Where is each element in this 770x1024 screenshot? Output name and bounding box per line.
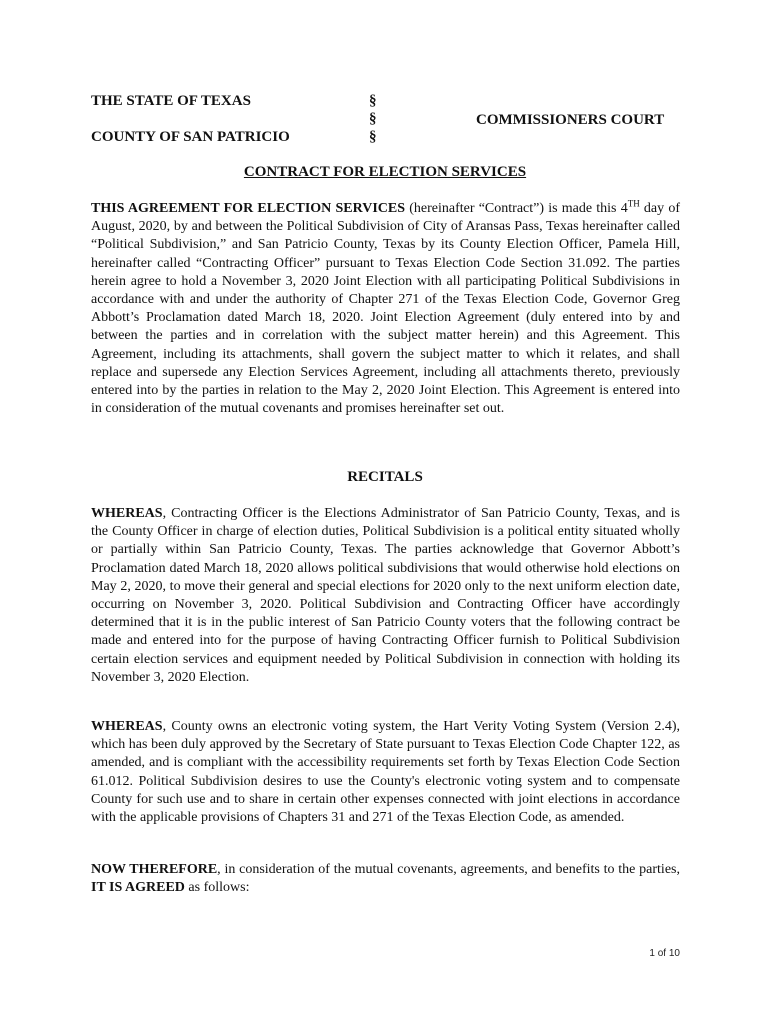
section-mark: § — [369, 93, 377, 109]
recitals-heading: RECITALS — [347, 469, 423, 485]
whereas-paragraph-1 — [91, 505, 680, 687]
document-title: CONTRACT FOR ELECTION SERVICES — [243, 164, 527, 180]
whereas-paragraph-2 — [91, 718, 680, 827]
intro-text-b: day of August, 2020, by and between the Political Subdivision of City of Aransas Pass, Texas hereinafter called “Political Subdivision,” and San Patricio County, Texas by its County Election Officer, Pamela Hill, hereinafter called “Contracting Officer” pursuant to Texas Election Code Section 31.092. The parties herein agree to hold a November 3, 2020 Joint Election with all participating Political Subdivisions in accordance with and under the authority of Chapter 271 of the Texas Election Code, Governor Greg Abbott’s Proclamation dated March 18, 2020. Joint Election Agreement (duly entered into by and between the parties and in correlation with the subject matter herein) and this Agreement. This Agreement, including its attachments, shall govern the subject matter to which it relates, and shall replace and supersede any Election Services Agreement, including all attachments thereto, previously entered into by the parties in relation to the May 2, 2020 Joint Election. This Agreement is entered into in consideration of the mutual covenants and promises hereinafter set out. — [91, 201, 680, 417]
intro-paragraph — [91, 200, 680, 418]
now-therefore-text-b: as follows: — [184, 880, 250, 896]
section-mark: § — [369, 129, 377, 145]
caption-state: THE STATE OF TEXAS — [91, 93, 251, 109]
case-caption — [91, 92, 691, 152]
now-therefore-text-a: , in consideration of the mutual covenants, agreements, and benefits to the parties, — [217, 862, 680, 877]
whereas-text: , County owns an electronic voting system, the Hart Verity Voting System (Version 2.4), which has been duly approved by the Secretary of State pursuant to Texas Election Code Chapter 122, as amended, and is compliant with the accessibility requirements set forth by Texas Election Code Section 61.012. Political Subdivision desires to use the County's electronic voting system and to compensate County for such use and to share in certain other expenses connected with joint elections in accordance with the applicable provisions of Chapters 31 and 271 of the Texas Election Code, as amended. — [91, 719, 680, 826]
now-therefore-lead: NOW THEREFORE — [91, 862, 218, 877]
caption-court: COMMISSIONERS COURT — [476, 112, 665, 128]
page-number: 1 of 10 — [649, 948, 680, 959]
section-mark: § — [369, 111, 377, 127]
intro-text-a: (hereinafter “Contract”) is made this 4 — [405, 201, 628, 216]
now-therefore-paragraph — [91, 861, 680, 897]
whereas-lead: WHEREAS — [91, 719, 163, 734]
caption-county: COUNTY OF SAN PATRICIO — [91, 129, 290, 145]
it-is-agreed: IT IS AGREED — [91, 880, 185, 896]
intro-lead: THIS AGREEMENT FOR ELECTION SERVICES — [91, 201, 406, 216]
whereas-text: , Contracting Officer is the Elections Administrator of San Patricio County, Texas, and is the County Officer in charge of election duties, Political Subdivision is a political entity situated wholly or partially within San Patricio County, Texas. The parties acknowledge that Governor Abbott’s Proclamation dated March 18, 2020 allows political subdivisions that would otherwise hold elections on May 2, 2020, to move their general and special elections for 2020 only to the next uniform election date, occurring on November 3, 2020. Political Subdivision and Contracting Officer have accordingly determined that it is in the public interest of San Patricio County voters that the following contract be made and entered into for the purpose of having Contracting Officer furnish to Political Subdivision certain election services and equipment needed by Political Subdivision in connection with holding its November 3, 2020 Election. — [91, 506, 680, 685]
whereas-lead: WHEREAS — [91, 506, 163, 521]
caption-section-marks — [369, 92, 383, 146]
intro-superscript: TH — [627, 198, 640, 209]
